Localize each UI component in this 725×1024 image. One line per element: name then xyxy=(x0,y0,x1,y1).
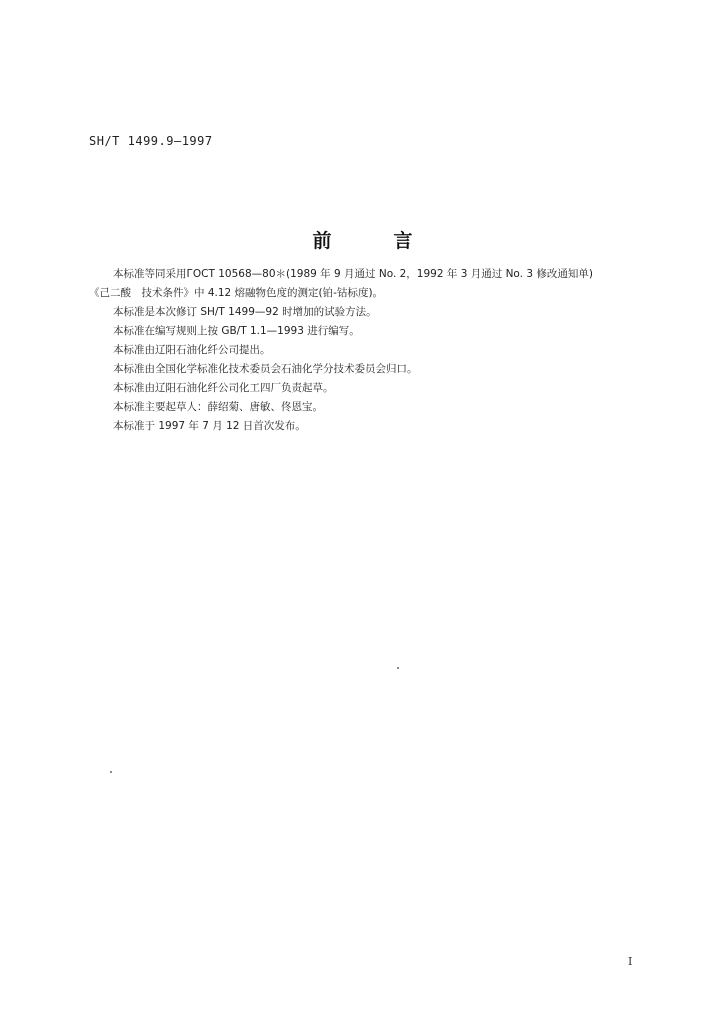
paragraph: 本标准是本次修订 SH/T 1499—92 时增加的试验方法。 xyxy=(113,306,377,318)
standard-code: SH/T 1499.9—1997 xyxy=(89,134,213,148)
paragraph: 本标准由辽阳石油化纤公司提出。 xyxy=(113,344,271,356)
section-title-char-1: 前 xyxy=(312,230,332,252)
paragraph: 本标准等同采用ГОСТ 10568—80＊(1989 年 9 月通过 No. 2，1992 年 3 月通过 No. 3 修改通知单) xyxy=(113,268,593,280)
paragraph: 本标准在编写规则上按 GB/T 1.1—1993 进行编写。 xyxy=(113,325,360,337)
section-title-char-2: 言 xyxy=(393,230,413,252)
paragraph: 本标准由全国化学标准化技术委员会石油化学分技术委员会归口。 xyxy=(113,363,418,375)
scan-speck xyxy=(397,667,399,669)
page-number: I xyxy=(628,955,633,968)
scan-speck xyxy=(110,771,112,773)
section-title xyxy=(0,226,725,253)
paragraph: 本标准由辽阳石油化纤公司化工四厂负责起草。 xyxy=(113,382,334,394)
paragraph: 本标准于 1997 年 7 月 12 日首次发布。 xyxy=(113,420,306,432)
paragraph: 《己二酸 技术条件》中 4.12 熔融物色度的测定(铂-钴标度)。 xyxy=(89,287,384,299)
foreword-body xyxy=(89,265,664,436)
paragraph: 本标准主要起草人：薛绍菊、唐敏、佟恩宝。 xyxy=(113,401,323,413)
